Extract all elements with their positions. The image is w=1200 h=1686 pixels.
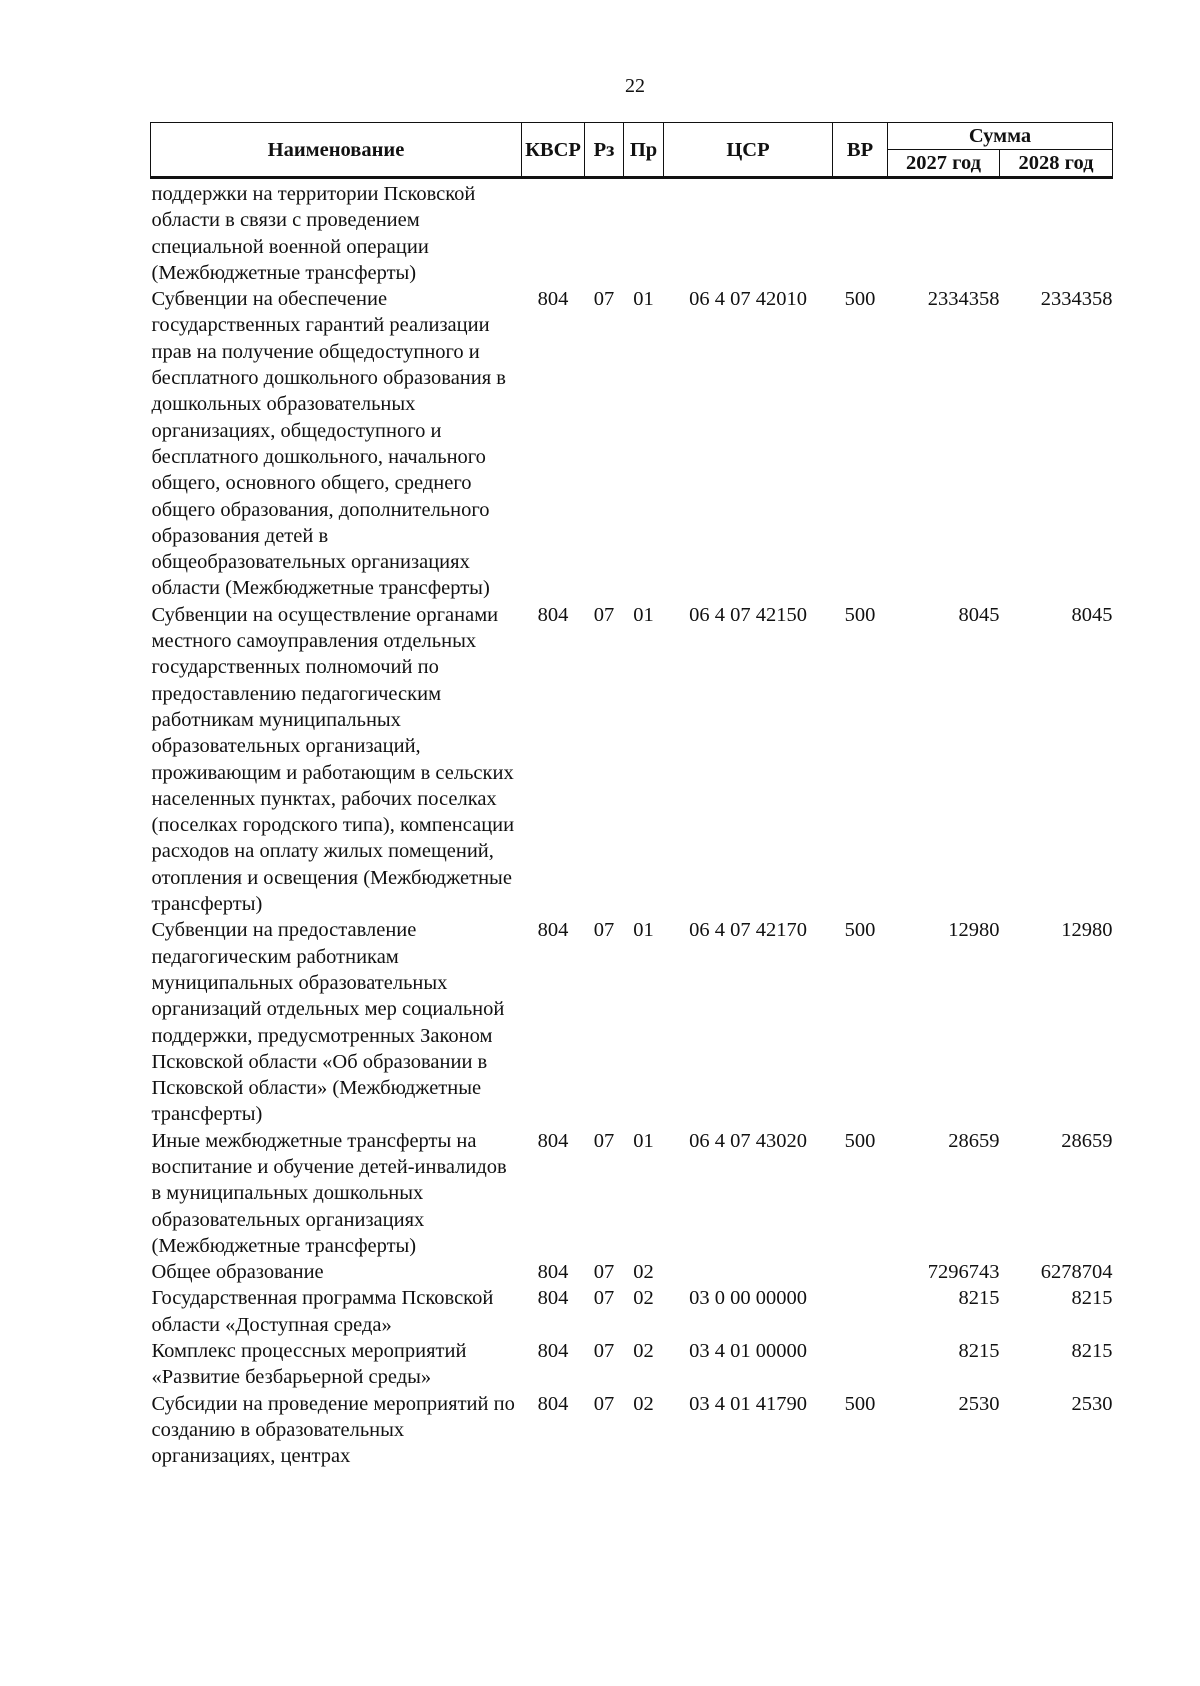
cell-pr: 01 xyxy=(633,919,654,942)
cell-pr: 01 xyxy=(633,603,654,626)
cell-sum-2028: 2530 xyxy=(1071,1392,1113,1415)
header-name: Наименование xyxy=(151,123,522,178)
cell-pr xyxy=(624,178,664,287)
cell-name: Иные межбюджетные трансферты на воспитание и обучение детей-инвалидов в муниципальных дошкольных образовательных организациях (Межбюджетные трансферты) xyxy=(151,1129,507,1257)
cell-kvsr: 804 xyxy=(537,1129,569,1152)
cell-kvsr: 804 xyxy=(537,1261,569,1284)
cell-csr: 03 4 01 41790 xyxy=(689,1392,807,1415)
cell-sum-2027: 12980 xyxy=(948,919,1000,942)
table-body xyxy=(151,178,1113,1470)
cell-name: Комплекс процессных мероприятий «Развитие безбарьерной среды» xyxy=(151,1340,467,1389)
cell-pr: 02 xyxy=(633,1261,654,1284)
cell-kvsr: 804 xyxy=(537,1287,569,1310)
header-pr: Пр xyxy=(624,123,664,178)
cell-name: Субвенции на предоставление педагогическим работникам муниципальных образовательных организаций отдельных мер социальной поддержки, предусмотренных Законом Псковской области «Об образовании в Псковской области» (Межбюджетные трансферты) xyxy=(151,919,505,1126)
cell-kvsr: 804 xyxy=(537,1392,569,1415)
budget-table xyxy=(150,122,1113,1470)
cell-rz: 07 xyxy=(593,1392,615,1415)
cell-rz: 07 xyxy=(593,1340,615,1363)
cell-sum-2027: 8045 xyxy=(958,603,1000,626)
table-row xyxy=(151,286,1113,602)
table-row xyxy=(151,917,1113,1127)
cell-sum-2028 xyxy=(1000,178,1113,287)
cell-csr: 06 4 07 42010 xyxy=(689,288,807,311)
cell-csr: 03 0 00 00000 xyxy=(689,1287,807,1310)
cell-name: Субвенции на обеспечение государственных гарантий реализации прав на получение общедоступного и бесплатного дошкольного образования в дошкольных образовательных организациях, общедоступного и бесплатного дошкольного, начального общего, основного общего, среднего общего образования, дополнительного образования детей в общеобразовательных организациях области (Межбюджетные трансферты) xyxy=(151,288,506,600)
cell-csr xyxy=(664,1259,833,1285)
table-row xyxy=(151,1128,1113,1259)
cell-name: Общее образование xyxy=(151,1261,324,1284)
cell-pr: 01 xyxy=(633,1129,654,1152)
header-sum: Сумма xyxy=(888,123,1113,150)
cell-csr: 03 4 01 00000 xyxy=(689,1340,807,1363)
table-row xyxy=(151,1338,1113,1391)
cell-vr: 500 xyxy=(844,1392,876,1415)
cell-vr xyxy=(833,178,888,287)
cell-sum-2028: 6278704 xyxy=(1040,1261,1113,1284)
table-header xyxy=(151,123,1113,178)
table-row xyxy=(151,1391,1113,1470)
cell-kvsr: 804 xyxy=(537,603,569,626)
cell-vr xyxy=(833,1259,888,1285)
cell-pr: 01 xyxy=(633,288,654,311)
cell-kvsr: 804 xyxy=(537,919,569,942)
cell-pr: 02 xyxy=(633,1287,654,1310)
cell-csr: 06 4 07 42150 xyxy=(689,603,807,626)
cell-csr: 06 4 07 42170 xyxy=(689,919,807,942)
cell-sum-2028: 8215 xyxy=(1071,1287,1113,1310)
cell-kvsr: 804 xyxy=(537,288,569,311)
cell-name: Субсидии на проведение мероприятий по созданию в образовательных организациях, центрах xyxy=(151,1392,515,1468)
cell-sum-2027: 8215 xyxy=(958,1287,1000,1310)
cell-sum-2028: 12980 xyxy=(1061,919,1113,942)
cell-vr xyxy=(833,1285,888,1338)
header-rz: Рз xyxy=(585,123,624,178)
cell-sum-2027 xyxy=(888,178,1000,287)
cell-csr: 06 4 07 43020 xyxy=(689,1129,807,1152)
table-row xyxy=(151,1259,1113,1285)
header-vr: ВР xyxy=(833,123,888,178)
cell-vr: 500 xyxy=(844,288,876,311)
cell-vr: 500 xyxy=(844,603,876,626)
header-csr: ЦСР xyxy=(664,123,833,178)
cell-vr: 500 xyxy=(844,1129,876,1152)
cell-rz: 07 xyxy=(593,1287,615,1310)
cell-vr: 500 xyxy=(844,919,876,942)
cell-name: поддержки на территории Псковской области в связи с проведением специальной военной операции (Межбюджетные трансферты) xyxy=(151,183,476,284)
cell-vr xyxy=(833,1338,888,1391)
table-row xyxy=(151,1285,1113,1338)
cell-pr: 02 xyxy=(633,1392,654,1415)
cell-rz xyxy=(585,178,624,287)
cell-rz: 07 xyxy=(593,1129,615,1152)
table-row xyxy=(151,178,1113,287)
cell-sum-2028: 2334358 xyxy=(1040,288,1113,311)
header-year-2028: 2028 год xyxy=(1000,150,1113,178)
cell-name: Субвенции на осуществление органами местного самоуправления отдельных государственных полномочий по предоставлению педагогическим работникам муниципальных образовательных организаций, проживающим и работающим в сельских населенных пунктах, рабочих поселках (поселках городского типа), компенсации расходов на оплату жилых помещений, отопления и освещения (Межбюджетные трансферты) xyxy=(151,603,515,916)
cell-sum-2028: 8215 xyxy=(1071,1340,1113,1363)
cell-rz: 07 xyxy=(593,288,615,311)
cell-name: Государственная программа Псковской области «Доступная среда» xyxy=(151,1287,494,1336)
cell-rz: 07 xyxy=(593,919,615,942)
cell-kvsr: 804 xyxy=(537,1340,569,1363)
cell-rz: 07 xyxy=(593,603,615,626)
cell-kvsr xyxy=(522,178,585,287)
header-kvsr: КВСР xyxy=(522,123,585,178)
cell-sum-2027: 2530 xyxy=(958,1392,1000,1415)
cell-pr: 02 xyxy=(633,1340,654,1363)
cell-sum-2028: 28659 xyxy=(1061,1129,1113,1152)
cell-sum-2027: 8215 xyxy=(958,1340,1000,1363)
cell-sum-2027: 28659 xyxy=(948,1129,1000,1152)
cell-sum-2027: 2334358 xyxy=(927,288,1000,311)
page-number: 22 xyxy=(625,75,645,97)
cell-rz: 07 xyxy=(593,1261,615,1284)
table-row xyxy=(151,602,1113,918)
header-year-2027: 2027 год xyxy=(888,150,1000,178)
cell-sum-2028: 8045 xyxy=(1071,603,1113,626)
cell-sum-2027: 7296743 xyxy=(927,1261,1000,1284)
cell-csr xyxy=(664,178,833,287)
